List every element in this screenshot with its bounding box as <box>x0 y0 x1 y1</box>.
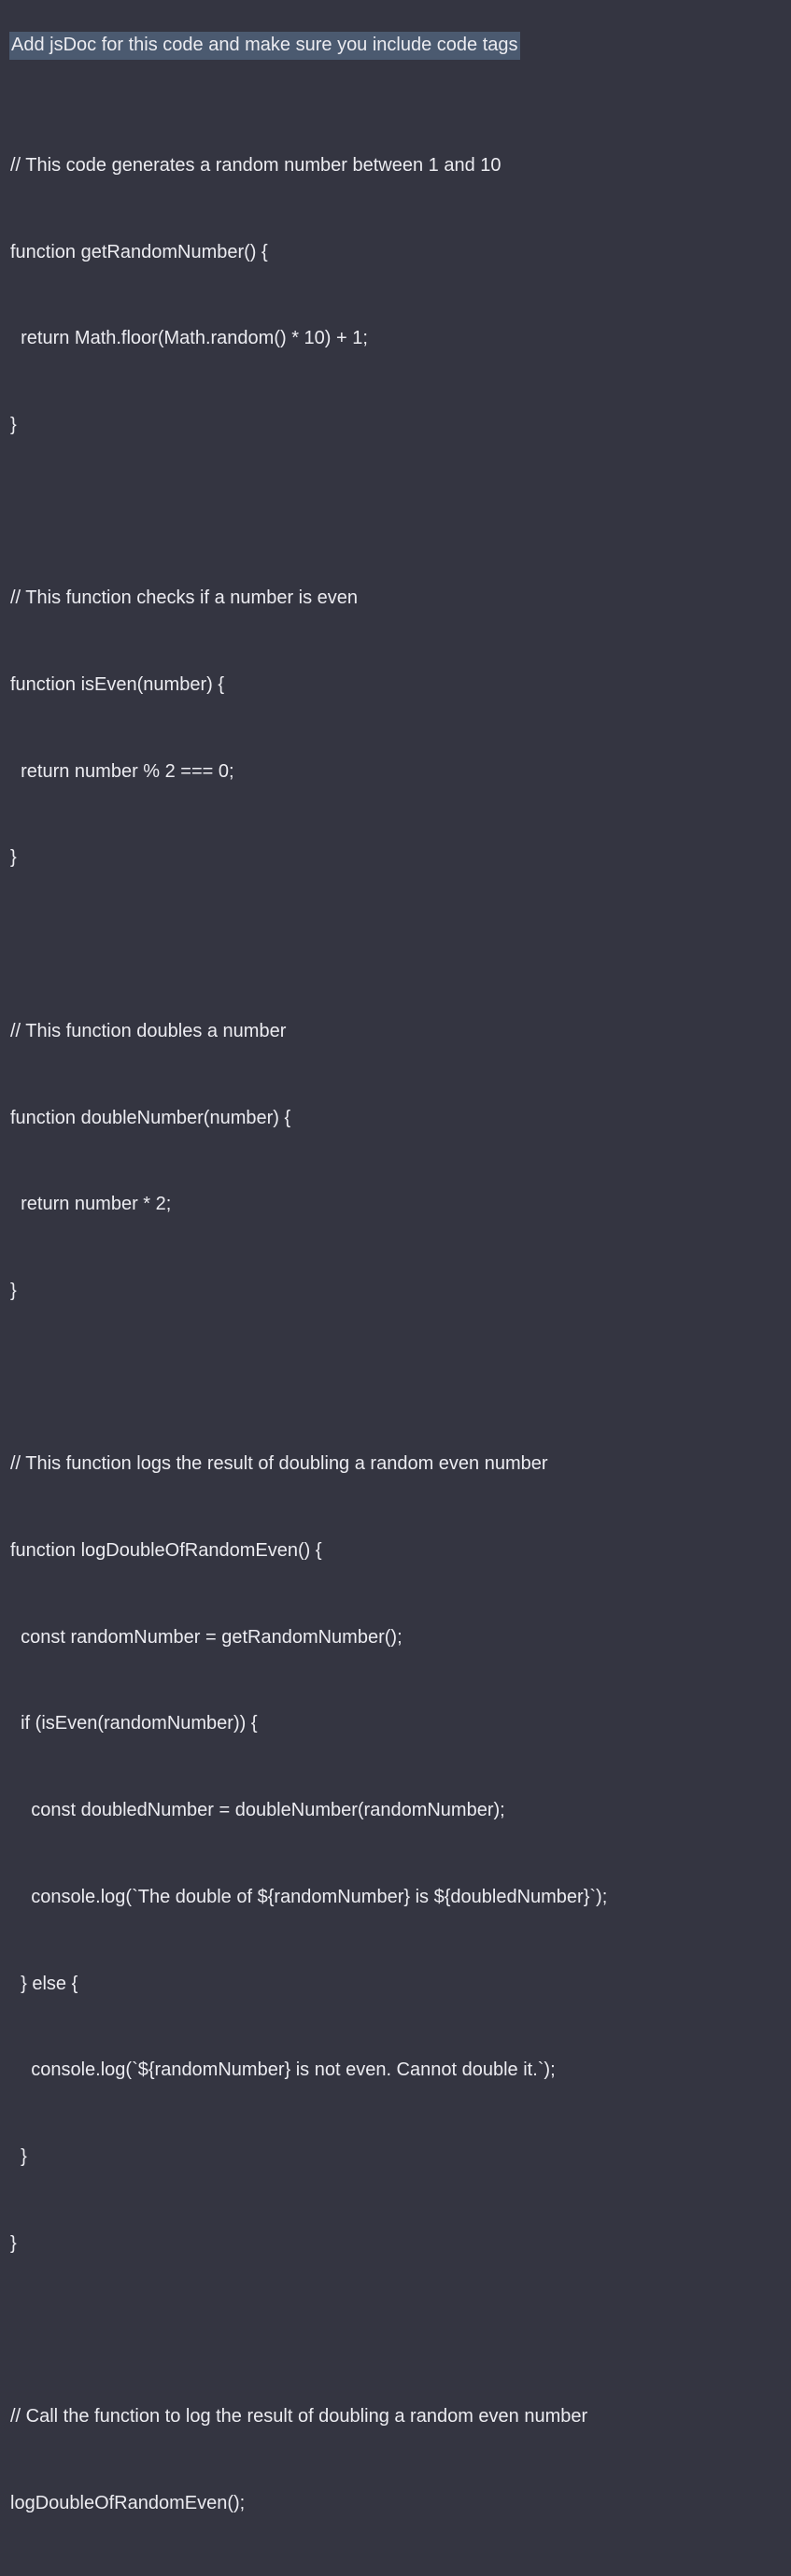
code-line: } <box>10 2145 27 2167</box>
code-line: if (isEven(randomNumber)) { <box>10 1713 258 1734</box>
code-line: // This code generates a random number between 1 and 10 <box>10 154 501 176</box>
code-line: return Math.floor(Math.random() * 10) + 1; <box>10 328 368 349</box>
code-line: const doubledNumber = doubleNumber(randomNumber); <box>10 1800 505 1821</box>
code-line: logDoubleOfRandomEven(); <box>10 2492 246 2513</box>
blank-line <box>10 498 791 527</box>
code-line: // This function logs the result of doubling a random even number <box>10 1453 548 1475</box>
blank-line <box>10 930 791 959</box>
blank-line <box>10 2315 791 2344</box>
code-line: return number % 2 === 0; <box>10 760 234 782</box>
code-line: } <box>10 414 17 435</box>
code-line: // Call the function to log the result of doubling a random even number <box>10 2406 588 2427</box>
code-line: console.log(`The double of ${randomNumber} is ${doubledNumber}`); <box>10 1886 608 1907</box>
code-line: } <box>10 847 17 869</box>
code-line: } <box>10 2232 17 2254</box>
blank-line <box>10 1364 791 1393</box>
code-line: function logDoubleOfRandomEven() { <box>10 1540 322 1562</box>
code-line: // This function doubles a number <box>10 1020 287 1041</box>
code-line: console.log(`${randomNumber} is not even. Cannot double it.`); <box>10 2059 556 2081</box>
code-line: return number * 2; <box>10 1194 172 1215</box>
code-line: function isEven(number) { <box>10 674 225 696</box>
code-line: const randomNumber = getRandomNumber(); <box>10 1626 403 1648</box>
code-line: } else { <box>10 1973 78 1994</box>
code-line: // This function checks if a number is even <box>10 587 359 609</box>
code-line: function getRandomNumber() { <box>10 241 268 262</box>
message-code-text[interactable] <box>10 93 791 2576</box>
code-line: function doubleNumber(number) { <box>10 1107 291 1128</box>
code-line: } <box>10 1280 17 1301</box>
prompt-text-selected[interactable]: Add jsDoc for this code and make sure you include code tags <box>9 32 520 60</box>
